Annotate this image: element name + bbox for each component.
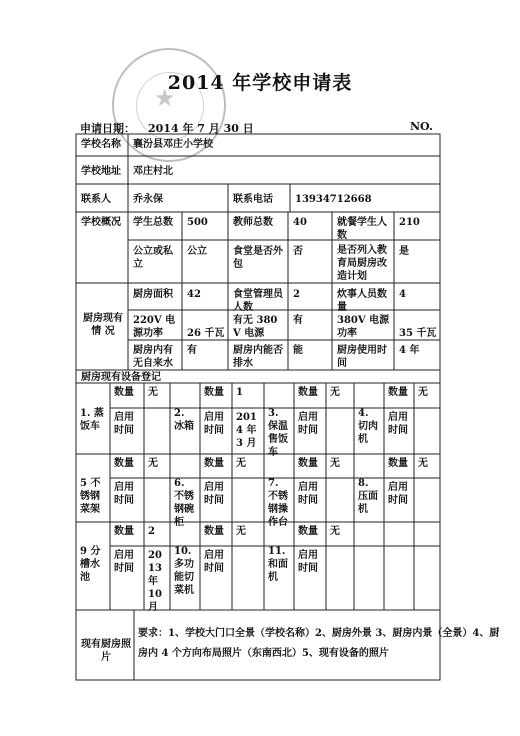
equipment-name: 4. 切肉机 [358, 408, 378, 445]
phone-label: 联系电话 [233, 194, 273, 205]
equipment-name: 6. 不锈钢碗柜 [174, 478, 194, 528]
equipment-name: 1. 蒸饭车 [80, 408, 104, 432]
equipment-qty-label: 数量 [204, 458, 224, 469]
students-label: 学生总数 [133, 217, 173, 228]
outsourced-value: 否 [293, 246, 303, 257]
teachers-value: 40 [293, 217, 307, 228]
equipment-name: 9 分槽水池 [80, 546, 101, 583]
drainage-label: 厨房内能否排水 [233, 345, 283, 369]
power380-value: 有 [293, 315, 303, 326]
equipment-date-label: 启用时间 [204, 482, 224, 506]
date-value: 2014 年 7 月 30 日 [148, 122, 254, 135]
equipment-date-value: 2013 年 10 月 [148, 550, 162, 613]
equipment-name: 7. 不锈钢操作台 [268, 478, 288, 528]
equipment-qty-value: 无 [148, 387, 158, 398]
managers-value: 2 [293, 289, 300, 300]
renovation-plan-value: 是 [399, 246, 409, 257]
equipment-date-value: 2014 年 3 月 [236, 412, 257, 449]
equipment-date-value [327, 479, 353, 521]
tap-water-value: 有 [187, 345, 197, 356]
equipment-qty-label: 数量 [298, 387, 318, 398]
equipment-qty-label: 数量 [204, 387, 224, 398]
seal-star-icon: ★ [154, 84, 176, 112]
school-address-value: 邓庄村北 [133, 166, 173, 177]
equipment-date-label: 启用时间 [388, 412, 408, 436]
equipment-qty-value: 无 [236, 526, 246, 537]
equipment-qty-value: 无 [148, 458, 158, 469]
date-label: 申请日期： [80, 122, 135, 135]
photo-requirements: 要求：1、学校大门口全景（学校名称）2、厨房外景 3、厨房内景（全景）4、厨房内 4 个方向布局照片（东南西北）5、现有设备的照片 [138, 628, 500, 659]
students-value: 500 [187, 217, 208, 228]
phone-value: 13934712668 [295, 194, 372, 205]
school-type-label: 公立或私立 [133, 246, 173, 270]
equipment-date-label: 启用时间 [114, 550, 134, 574]
equipment-qty-label: 数量 [204, 526, 224, 537]
equipment-name: 11.和面机 [268, 546, 288, 583]
kitchen-area-label: 厨房面积 [133, 289, 173, 300]
teachers-label: 教师总数 [233, 217, 273, 228]
equipment-date-label: 启用时间 [298, 482, 318, 506]
equipment-name: 10.多功能切菜机 [174, 546, 194, 596]
power380w-label: 380V 电源功率 [337, 315, 390, 339]
equipment-date-value [233, 547, 263, 609]
equipment-date-label: 启用时间 [388, 482, 408, 506]
outsourced-label: 食堂是否外包 [233, 246, 283, 270]
power380-label: 有无 380V 电源 [233, 315, 278, 339]
photos-label: 现有厨房照片 [81, 639, 131, 663]
equipment-qty-label: 数量 [298, 526, 318, 537]
equipment-date-label: 启用时间 [204, 550, 224, 574]
equipment-date-label: 启用时间 [114, 412, 134, 436]
equipment-qty-value: 无 [330, 387, 340, 398]
equipment-date-value [327, 547, 353, 609]
tap-water-label: 厨房内有无自来水 [133, 345, 173, 369]
equipment-name: 5 不锈钢菜架 [80, 478, 101, 515]
equipment-qty-label: 数量 [298, 458, 318, 469]
equipment-date-value [327, 409, 353, 453]
managers-label: 食堂管理员人数 [233, 289, 283, 313]
equipment-date-label: 启用时间 [114, 482, 134, 506]
cooks-label: 炊事人员数量 [337, 289, 387, 313]
contact-label: 联系人 [81, 194, 111, 205]
equipment-date-value [415, 409, 439, 453]
equipment-qty-value: 无 [236, 458, 246, 469]
form-title: 2014 年学校申请表 [167, 72, 353, 94]
equipment-date-value [145, 409, 169, 453]
overview-label: 学校概况 [81, 217, 121, 228]
equipment-date-label: 启用时间 [204, 412, 224, 436]
equipment-section-label: 厨房现有设备登记 [81, 372, 161, 383]
contact-value: 乔永保 [133, 194, 163, 205]
equipment-date-label: 启用时间 [298, 550, 318, 574]
renovation-plan-label: 是否列入教育局厨房改造计划 [337, 245, 387, 282]
diners-label: 就餐学生人数 [337, 217, 387, 241]
school-type-value: 公立 [187, 246, 207, 257]
equipment-qty-label: 数量 [388, 387, 408, 398]
equipment-qty-label: 数量 [114, 458, 134, 469]
power220-value: 26 千瓦 [187, 328, 225, 339]
number-label: NO. [410, 120, 433, 133]
diners-value: 210 [399, 217, 420, 228]
power380w-value: 35 千瓦 [399, 328, 437, 339]
equipment-date-value [415, 479, 439, 521]
equipment-name: 2. 冰箱 [174, 408, 194, 432]
equipment-qty-value: 1 [236, 387, 243, 398]
power220-label: 220V 电源功率 [133, 315, 176, 339]
school-address-label: 学校地址 [81, 166, 121, 177]
kitchen-status-label: 厨房现有情 况 [83, 313, 123, 337]
cooks-value: 4 [399, 289, 406, 300]
equipment-date-value [233, 479, 263, 521]
equipment-date-label: 启用时间 [298, 412, 318, 436]
drainage-value: 能 [293, 345, 303, 356]
equipment-date-value [145, 479, 169, 521]
equipment-qty-value: 无 [330, 526, 340, 537]
equipment-qty-label: 数量 [114, 387, 134, 398]
equipment-qty-value: 无 [418, 458, 428, 469]
equipment-name: 3. 保温售饭车 [268, 408, 288, 458]
equipment-qty-label: 数量 [388, 458, 408, 469]
school-name-value: 襄汾县邓庄小学校 [133, 139, 213, 150]
kitchen-area-value: 42 [187, 289, 201, 300]
usage-years-label: 厨房使用时间 [337, 345, 387, 369]
equipment-qty-value: 2 [148, 526, 155, 537]
equipment-qty-value: 无 [330, 458, 340, 469]
equipment-qty-label: 数量 [114, 526, 134, 537]
equipment-qty-value: 无 [418, 387, 428, 398]
usage-years-value: 4 年 [399, 345, 420, 356]
school-name-label: 学校名称 [81, 139, 121, 150]
equipment-name: 8. 压面机 [358, 478, 378, 515]
